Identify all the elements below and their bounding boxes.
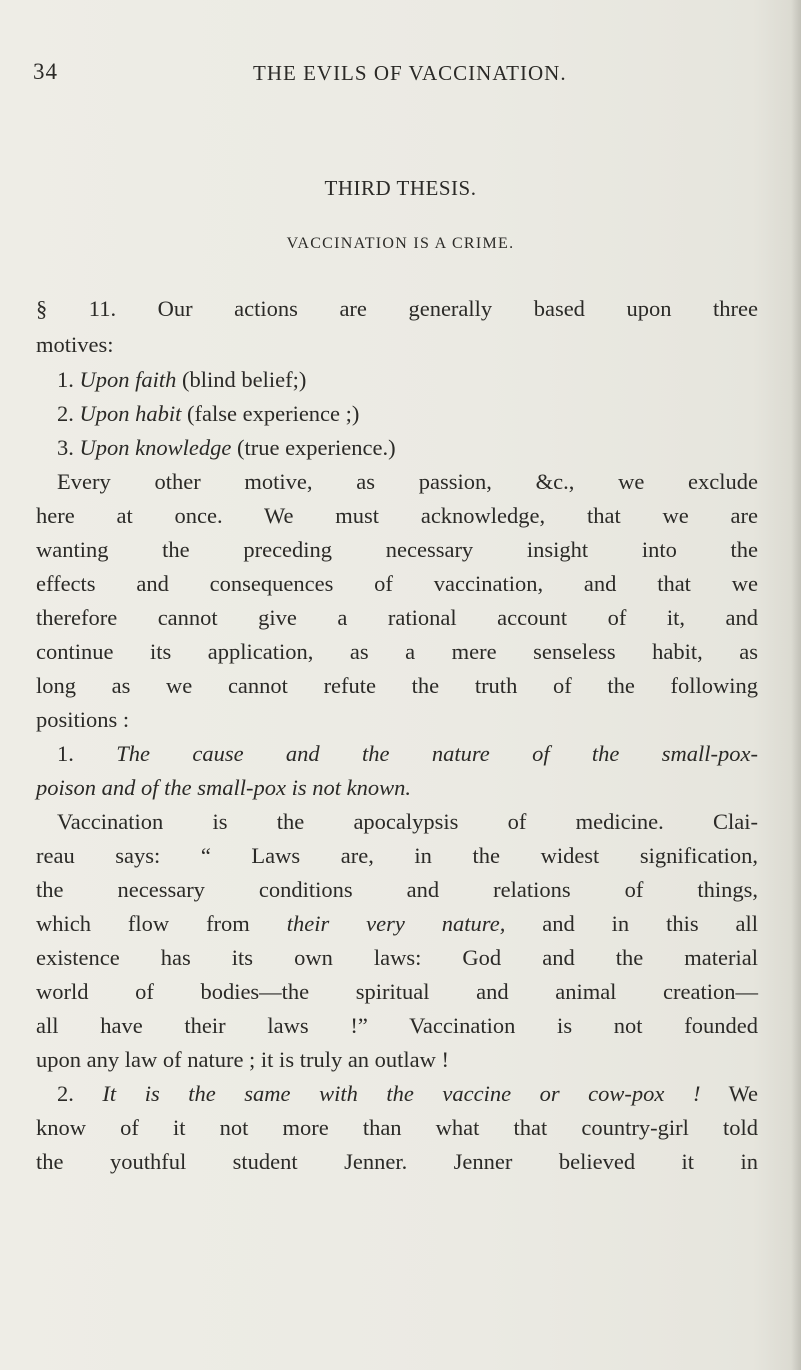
text-line: motives:	[36, 332, 114, 357]
text-line: 1. The cause and the nature of the small-pox-	[57, 741, 758, 766]
text-line: wanting the preceding necessary insight into the	[36, 537, 758, 562]
italic-text: their very nature,	[286, 911, 506, 936]
italic-text: It is the same with the vaccine or cow-pox !	[102, 1081, 701, 1106]
text-line: § 11. Our actions are generally based upon three	[36, 296, 758, 321]
text-line	[36, 770, 758, 806]
page-edge-shadow	[791, 0, 801, 1370]
italic-text: Upon faith	[79, 367, 177, 392]
text-line: know of it not more than what that country-girl told	[36, 1115, 758, 1140]
text-line: Every other motive, as passion, &c., we exclude	[57, 469, 758, 494]
text-line: 3. Upon knowledge (true experience.)	[57, 435, 396, 460]
thesis-subtitle: VACCINATION IS A CRIME.	[286, 235, 515, 252]
text-line: long as we cannot refute the truth of the following	[36, 673, 758, 698]
text-line: Vaccination is the apocalypsis of medicine. Clai-	[57, 809, 758, 834]
text-line: existence has its own laws: God and the material	[36, 945, 758, 970]
italic-text: poison and of the small-pox is not known.	[36, 775, 411, 800]
text-line: here at once. We must acknowledge, that we are	[36, 503, 758, 528]
running-head	[0, 55, 801, 91]
text-line: therefore cannot give a rational account of it, and	[36, 605, 758, 630]
text-line: 1. Upon faith (blind belief;)	[57, 367, 307, 392]
text-line: positions :	[36, 707, 130, 732]
italic-text: Upon knowledge	[79, 435, 232, 460]
page-number: 34	[33, 59, 58, 84]
text-line: 2. It is the same with the vaccine or cow-pox ! We	[57, 1081, 759, 1106]
italic-text: Upon habit	[79, 401, 182, 426]
text-line: the necessary conditions and relations of things,	[36, 877, 758, 902]
text-line: all have their laws !” Vaccination is not founded	[36, 1013, 758, 1038]
italic-text: The cause and the nature of the small-pox-	[116, 741, 758, 766]
text-line: reau says: “ Laws are, in the widest signification,	[36, 843, 758, 868]
text-line: the youthful student Jenner. Jenner believed it in	[36, 1149, 758, 1174]
text-line: continue its application, as a mere senseless habit, as	[36, 639, 758, 664]
text-line: effects and consequences of vaccination, and that we	[36, 571, 758, 596]
text-line: which flow from their very nature, and in this all	[36, 911, 758, 936]
running-title: THE EVILS OF VACCINATION.	[253, 61, 567, 85]
text-line: upon any law of nature ; it is truly an outlaw !	[36, 1047, 450, 1072]
thesis-title: THIRD THESIS.	[324, 176, 477, 200]
text-line: 2. Upon habit (false experience ;)	[57, 401, 360, 426]
text-line: world of bodies—the spiritual and animal creation—	[36, 979, 758, 1004]
